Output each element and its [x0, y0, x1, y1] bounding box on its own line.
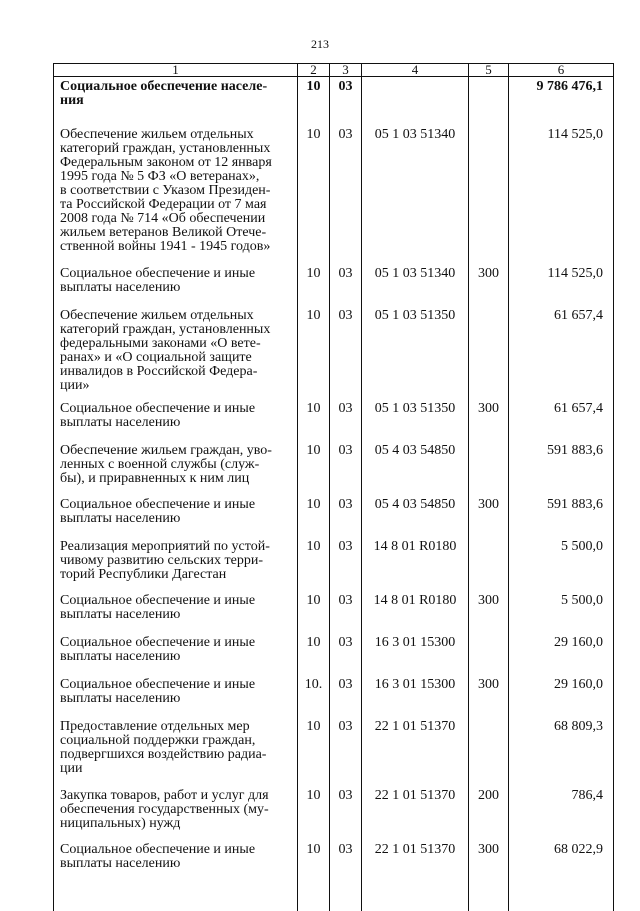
- table-row: [54, 538, 614, 592]
- row-expense-type: 200: [469, 787, 509, 841]
- row-subsection-code: 03: [330, 841, 362, 883]
- row-target-article: 05 1 03 51340: [362, 265, 469, 307]
- table-row: [54, 77, 614, 127]
- row-name: Социальное обеспечение и иные выплаты населению: [54, 400, 298, 442]
- row-section-code: 10: [298, 307, 330, 400]
- row-target-article: 16 3 01 15300: [362, 634, 469, 676]
- row-subsection-code: 03: [330, 676, 362, 718]
- row-name: Закупка товаров, работ и услуг для обеспечения государственных (му- ниципальных) нужд: [54, 787, 298, 841]
- row-subsection-code: 03: [330, 307, 362, 400]
- filler-cell: [362, 883, 469, 911]
- row-target-article: 16 3 01 15300: [362, 676, 469, 718]
- row-section-code: 10: [298, 841, 330, 883]
- table-filler-row: [54, 883, 614, 911]
- row-amount: 68 022,9: [509, 841, 614, 883]
- row-expense-type: 300: [469, 676, 509, 718]
- filler-cell: [54, 883, 298, 911]
- row-target-article: 05 4 03 54850: [362, 496, 469, 538]
- row-section-code: 10: [298, 592, 330, 634]
- table-row: [54, 307, 614, 400]
- row-amount: 68 809,3: [509, 718, 614, 787]
- row-section-code: 10: [298, 265, 330, 307]
- table-row: [54, 265, 614, 307]
- row-name: Социальное обеспечение и иные выплаты населению: [54, 265, 298, 307]
- row-amount: 591 883,6: [509, 442, 614, 496]
- row-section-code: 10.: [298, 676, 330, 718]
- table-row: [54, 676, 614, 718]
- row-section-code: 10: [298, 634, 330, 676]
- row-subsection-code: 03: [330, 442, 362, 496]
- filler-cell: [509, 883, 614, 911]
- row-section-code: 10: [298, 442, 330, 496]
- row-name: Социальное обеспечение и иные выплаты населению: [54, 496, 298, 538]
- row-target-article: 05 4 03 54850: [362, 442, 469, 496]
- row-expense-type: [469, 538, 509, 592]
- row-subsection-code: 03: [330, 634, 362, 676]
- row-amount: 591 883,6: [509, 496, 614, 538]
- row-expense-type: [469, 634, 509, 676]
- row-subsection-code: 03: [330, 496, 362, 538]
- column-header-5: 5: [469, 64, 509, 77]
- table-row: [54, 400, 614, 442]
- column-header-4: 4: [362, 64, 469, 77]
- row-target-article: 14 8 01 R0180: [362, 538, 469, 592]
- row-name: Социальное обеспечение и иные выплаты населению: [54, 592, 298, 634]
- row-expense-type: 300: [469, 265, 509, 307]
- row-amount: 786,4: [509, 787, 614, 841]
- row-subsection-code: 03: [330, 126, 362, 265]
- row-section-code: 10: [298, 538, 330, 592]
- filler-cell: [298, 883, 330, 911]
- row-name: Реализация мероприятий по устой- чивому развитию сельских терри- торий Республики Дагестан: [54, 538, 298, 592]
- row-name: Обеспечение жильем отдельных категорий граждан, установленных Федеральным законом от 12 января 1995 года № 5 ФЗ «О ветеранах», в соответствии с Указом Президен- та Российской Федерации от 7 мая 2008 года № 714 «Об обеспечении жильем ветеранов Великой Отече- ственной войны 1941 - 1945 годов»: [54, 126, 298, 265]
- row-target-article: 05 1 03 51350: [362, 400, 469, 442]
- row-section-code: 10: [298, 496, 330, 538]
- column-header-6: 6: [509, 64, 614, 77]
- table-row: [54, 496, 614, 538]
- table-row: [54, 592, 614, 634]
- row-amount: 5 500,0: [509, 592, 614, 634]
- row-name: Предоставление отдельных мер социальной поддержки граждан, подвергшихся воздействию радиа- ции: [54, 718, 298, 787]
- row-amount: 5 500,0: [509, 538, 614, 592]
- row-subsection-code: 03: [330, 400, 362, 442]
- table-row: [54, 634, 614, 676]
- row-expense-type: 300: [469, 841, 509, 883]
- row-expense-type: [469, 77, 509, 127]
- table-body: [54, 77, 614, 911]
- row-subsection-code: 03: [330, 265, 362, 307]
- table-row: [54, 841, 614, 883]
- table-row: [54, 126, 614, 265]
- row-target-article: 05 1 03 51350: [362, 307, 469, 400]
- row-name: Социальное обеспечение и иные выплаты населению: [54, 634, 298, 676]
- row-target-article: 22 1 01 51370: [362, 841, 469, 883]
- row-expense-type: [469, 126, 509, 265]
- row-amount: 114 525,0: [509, 265, 614, 307]
- row-amount: 29 160,0: [509, 676, 614, 718]
- row-section-code: 10: [298, 718, 330, 787]
- column-header-1: 1: [54, 64, 298, 77]
- row-name: Социальное обеспечение и иные выплаты населению: [54, 676, 298, 718]
- row-subsection-code: 03: [330, 538, 362, 592]
- table-row: [54, 787, 614, 841]
- row-amount: 114 525,0: [509, 126, 614, 265]
- column-header-3: 3: [330, 64, 362, 77]
- row-expense-type: 300: [469, 400, 509, 442]
- row-expense-type: [469, 718, 509, 787]
- row-amount: 29 160,0: [509, 634, 614, 676]
- row-expense-type: [469, 307, 509, 400]
- row-subsection-code: 03: [330, 787, 362, 841]
- row-name: Обеспечение жильем отдельных категорий граждан, установленных федеральными законами «О вете- ранах» и «О социальной защите инвалидов в Российской Федера- ции»: [54, 307, 298, 400]
- row-amount: 61 657,4: [509, 307, 614, 400]
- row-subsection-code: 03: [330, 592, 362, 634]
- row-name: Обеспечение жильем граждан, уво- ленных с военной службы (служ- бы), и приравненных к ним лиц: [54, 442, 298, 496]
- page-number: 213: [0, 37, 640, 52]
- filler-cell: [330, 883, 362, 911]
- row-expense-type: 300: [469, 592, 509, 634]
- row-section-code: 10: [298, 77, 330, 127]
- row-amount: 61 657,4: [509, 400, 614, 442]
- filler-cell: [469, 883, 509, 911]
- budget-table: [53, 63, 614, 911]
- row-section-code: 10: [298, 400, 330, 442]
- row-expense-type: 300: [469, 496, 509, 538]
- table-row: [54, 442, 614, 496]
- row-target-article: [362, 77, 469, 127]
- row-subsection-code: 03: [330, 718, 362, 787]
- row-section-code: 10: [298, 787, 330, 841]
- row-subsection-code: 03: [330, 77, 362, 127]
- row-amount: 9 786 476,1: [509, 77, 614, 127]
- row-expense-type: [469, 442, 509, 496]
- row-target-article: 22 1 01 51370: [362, 787, 469, 841]
- column-number-row: [54, 64, 614, 77]
- table-row: [54, 718, 614, 787]
- row-name: Социальное обеспечение и иные выплаты населению: [54, 841, 298, 883]
- column-header-2: 2: [298, 64, 330, 77]
- row-section-code: 10: [298, 126, 330, 265]
- row-name: Социальное обеспечение населе- ния: [54, 77, 298, 127]
- row-target-article: 22 1 01 51370: [362, 718, 469, 787]
- row-target-article: 14 8 01 R0180: [362, 592, 469, 634]
- row-target-article: 05 1 03 51340: [362, 126, 469, 265]
